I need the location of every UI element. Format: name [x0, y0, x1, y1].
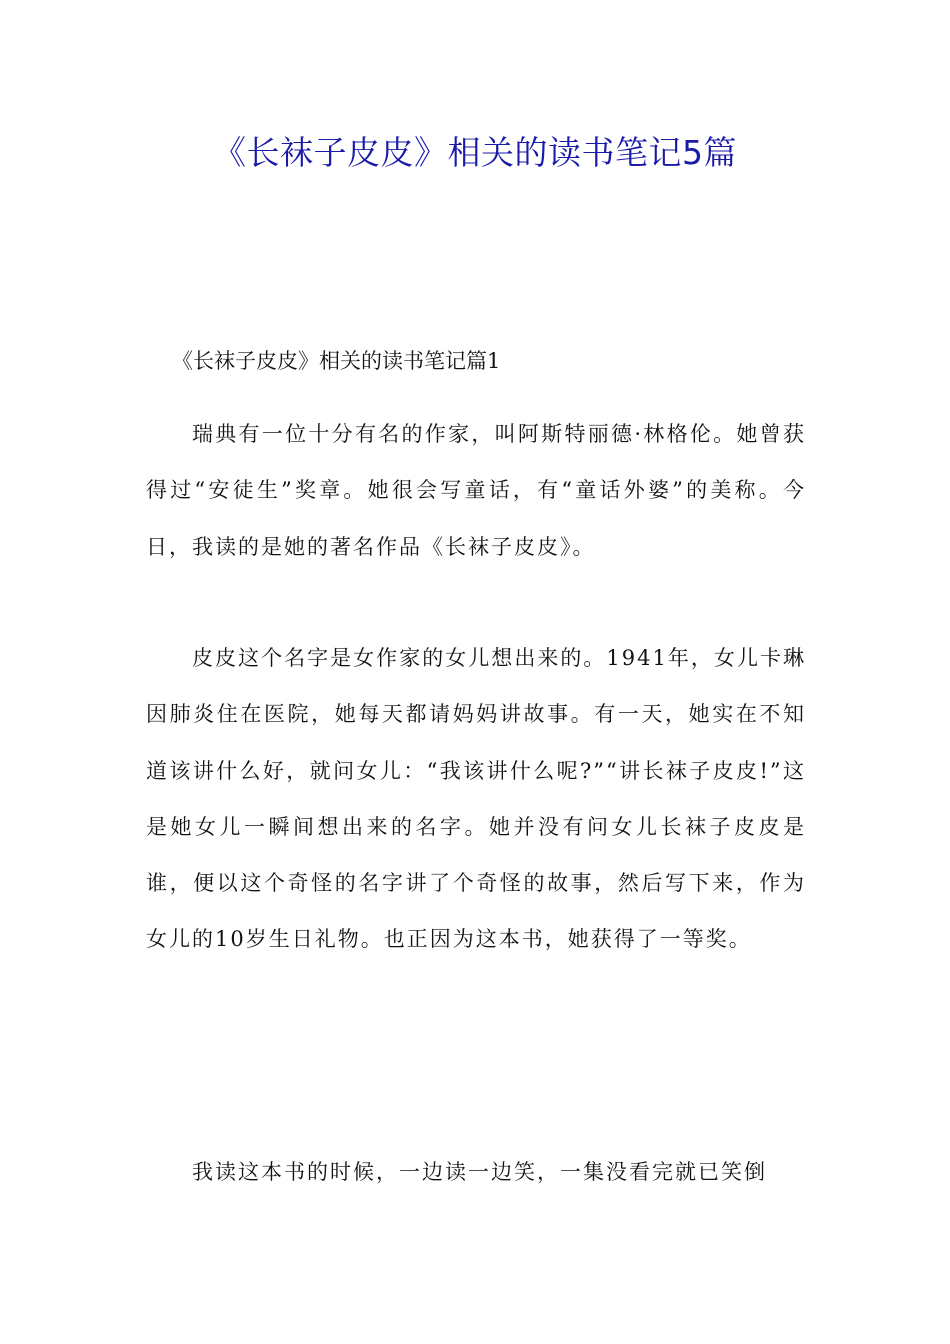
- page-title: 《长袜子皮皮》相关的读书笔记5篇: [213, 133, 737, 172]
- paragraph-2: 皮皮这个名字是女作家的女儿想出来的。1941年，女儿卡琳因肺炎住在医院，她每天都请妈妈讲故事。有一天，她实在不知道该讲什么好，就问女儿：“我该讲什么呢?”“讲长袜子皮皮!”这是她女儿一瞬间想出来的名字。她并没有问女儿长袜子皮皮是谁，便以这个奇怪的名字讲了个奇怪的故事，然后写下来，作为女儿的10岁生日礼物。也正因为这本书，她获得了一等奖。: [146, 646, 806, 952]
- paragraph-1: 瑞典有一位十分有名的作家，叫阿斯特丽德·林格伦。她曾获得过“安徒生”奖章。她很会写童话，有“童话外婆”的美称。今日，我读的是她的著名作品《长袜子皮皮》。: [146, 422, 806, 559]
- section-heading: 《长袜子皮皮》相关的读书笔记篇1: [172, 349, 501, 373]
- paragraph-3: 我读这本书的时候，一边读一边笑，一集没看完就已笑倒: [192, 1160, 767, 1184]
